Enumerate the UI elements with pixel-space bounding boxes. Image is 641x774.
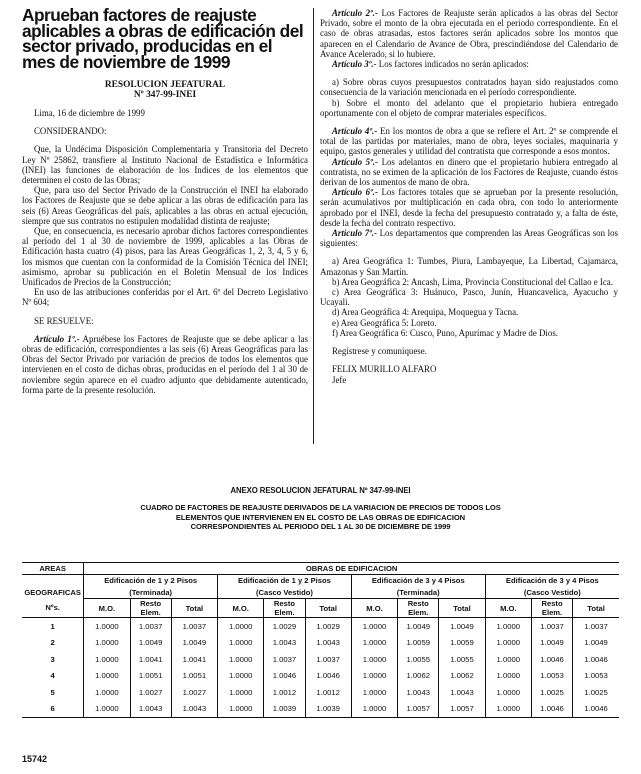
factor-cell: 1.0000 <box>84 651 130 668</box>
col-resto: Resto Elem. <box>398 599 439 618</box>
table-body <box>22 618 619 718</box>
group-4-title: Edificación de 3 y 4 Pisos <box>485 575 619 587</box>
factor-cell: 1.0000 <box>218 684 264 701</box>
group-4-sub: (Casco Vestido) <box>485 587 619 599</box>
article-3-item-b: b) Sobre el monto del adelanto que el propietario hubiera entregado oportunamente con el objeto de comprar materiales específicos. <box>320 97 618 118</box>
factor-cell: 1.0025 <box>573 684 619 701</box>
article-6 <box>320 187 618 228</box>
paragraph-4: En uso de las atribuciones conferidas por el Art. 6º del Decreto Legislativo Nº 604; <box>22 287 308 308</box>
factor-cell: 1.0000 <box>84 701 130 718</box>
area-item-6: f) Area Geográfica 6: Cusco, Puno, Apurímac y Madre de Dios. <box>332 327 559 338</box>
factor-cell: 1.0049 <box>130 635 171 652</box>
factor-cell: 1.0029 <box>305 618 351 635</box>
article-7 <box>320 228 618 248</box>
factor-cell: 1.0049 <box>439 618 485 635</box>
factor-cell: 1.0049 <box>531 635 572 652</box>
col-mo: M.O. <box>218 599 264 618</box>
factor-cell: 1.0037 <box>305 651 351 668</box>
factor-cell: 1.0049 <box>573 635 619 652</box>
factor-cell: 1.0000 <box>218 668 264 685</box>
article-3-label: Artículo 3º.- <box>332 59 377 70</box>
closing-formula: Regístrese y comuníquese. <box>332 346 427 357</box>
factor-cell: 1.0000 <box>485 668 531 685</box>
group-2-title: Edificación de 1 y 2 Pisos <box>218 575 352 587</box>
annex-subtitle-1: CUADRO DE FACTORES DE REAJUSTE DERIVADOS DE LA VARIACION DE PRECIOS DE TODOS LOS <box>140 503 501 512</box>
factor-cell: 1.0000 <box>218 618 264 635</box>
factor-cell: 1.0049 <box>171 635 217 652</box>
obras-header: OBRAS DE EDIFICACION <box>84 563 619 575</box>
factor-cell: 1.0039 <box>264 701 305 718</box>
area-item-4: d) Area Geográfica 4: Arequipa, Moquegua y Tacna. <box>332 307 519 318</box>
article-5 <box>320 157 618 188</box>
factor-cell: 1.0046 <box>573 651 619 668</box>
headline: Aprueban factores de reajuste aplicables a obras de edificación del sector privado, producidas en el mes de noviembre de 1999 <box>22 5 304 72</box>
factor-cell: 1.0043 <box>171 701 217 718</box>
area-number-cell: 5 <box>50 687 55 697</box>
column-divider <box>313 8 314 444</box>
factor-cell: 1.0046 <box>573 701 619 718</box>
article-1 <box>22 334 308 395</box>
article-3 <box>320 59 618 69</box>
factor-cell: 1.0041 <box>171 651 217 668</box>
table-row <box>22 651 619 668</box>
article-3-item-a: a) Sobre obras cuyos presupuestos contratados hayan sido reajustados como consecuencia de la variación mencionada en el período correspondiente. <box>320 77 618 98</box>
factor-cell: 1.0059 <box>439 635 485 652</box>
factor-cell: 1.0000 <box>485 701 531 718</box>
area-item-3: c) Area Geográfica 3: Huánuco, Pasco, Junín, Huancavelica, Ayacucho y Ucayali. <box>320 287 618 308</box>
factor-cell: 1.0043 <box>305 635 351 652</box>
table-row <box>22 618 619 635</box>
group-2-sub: (Casco Vestido) <box>218 587 352 599</box>
paragraph-3: Que, en consecuencia, es necesario aprobar dichos factores correspondientes al período del 1 al 30 de noviembre de 1999, aplicables a las Obras de Edificación hasta cuatro (4) pisos, para las Areas Geográficas 1, 2, 3, 4, 5 y 6, los mismos que cuentan con la conformidad de la Comisión Técnica del INEI; asimismo, aprobar su publicación en el Boletín Mensual de los Indices Unificados de Precios de la Construcción; <box>22 226 308 288</box>
factor-cell: 1.0046 <box>305 668 351 685</box>
annex-subtitle-3: CORRESPONDIENTES AL PERIODO DEL 1 AL 30 DE DICIEMBRE DE 1999 <box>190 522 451 531</box>
factor-cell: 1.0062 <box>439 668 485 685</box>
annex-subtitle-2: ELEMENTOS QUE INTERVIENEN EN EL COSTO DE LAS OBRAS DE EDIFICACION <box>175 512 466 522</box>
factor-cell: 1.0000 <box>485 651 531 668</box>
resolution-type: RESOLUCION JEFATURAL <box>104 80 226 90</box>
table-row <box>22 635 619 652</box>
factor-cell: 1.0057 <box>398 701 439 718</box>
factor-cell: 1.0046 <box>531 651 572 668</box>
col-resto: Resto Elem. <box>264 599 305 618</box>
article-2 <box>320 8 618 59</box>
right-column <box>320 8 618 385</box>
resolves-heading: SE RESUELVE: <box>34 315 94 326</box>
areas-header: AREAS <box>22 563 84 575</box>
factor-cell: 1.0037 <box>264 651 305 668</box>
article-1-label: Artículo 1º.- <box>34 333 80 344</box>
factor-cell: 1.0000 <box>84 618 130 635</box>
factor-cell: 1.0012 <box>305 684 351 701</box>
factor-cell: 1.0000 <box>218 701 264 718</box>
factor-cell: 1.0012 <box>264 684 305 701</box>
geo-header: GEOGRAFICAS <box>24 588 81 597</box>
area-number-cell: 3 <box>50 654 55 664</box>
col-mo: M.O. <box>351 599 397 618</box>
factor-cell: 1.0053 <box>573 668 619 685</box>
factor-cell: 1.0043 <box>439 684 485 701</box>
area-item-1: a) Area Geográfica 1: Tumbes, Piura, Lambayeque, La Libertad, Cajamarca, Amazonas y San Martín. <box>320 256 618 277</box>
col-total: Total <box>439 599 485 618</box>
article-4-text: En los montos de obra a que se refiere el Art. 2º se comprende el total de las partidas por materiales, mano de obra, leyes sociales, maquinaria y equipo, gastos generales y utilidad del contratista que corresponde a esos montos. <box>320 126 619 157</box>
factor-cell: 1.0037 <box>573 618 619 635</box>
group-1-sub: (Terminada) <box>84 587 218 599</box>
article-4-label: Artículo 4º.- <box>332 126 378 137</box>
factor-cell: 1.0000 <box>218 635 264 652</box>
article-4 <box>320 126 618 157</box>
factor-cell: 1.0037 <box>130 618 171 635</box>
factor-cell: 1.0039 <box>305 701 351 718</box>
paragraph-1: Que, la Undécima Disposición Complementaria y Transitoria del Decreto Ley Nº 25862, transfiere al Instituto Nacional de Estadística e Informática (INEI) las funciones de elaboración de los Indices de los elementos que determinen el costo de las Obras; <box>22 144 308 186</box>
factor-cell: 1.0041 <box>130 651 171 668</box>
factor-cell: 1.0000 <box>218 651 264 668</box>
article-6-text: Los factores totales que se aprueban por la presente resolución, serán acumulativos por multiplicación en cada obra, con todo lo anteriormente aprobado por el INEI, desde la fecha del presupuesto contratado y, a falta de éste, desde la fecha del contrato respectivo. <box>320 187 618 228</box>
article-5-text: Los adelantos en dinero que el propietario hubiera entregado al contratista, no se eximen de la aplicación de los Factores de Reajuste, cuando éstos derivan de los aumentos de mano de obra. <box>320 156 619 188</box>
paragraph-2: Que, para uso del Sector Privado de la Construcción el INEI ha elaborado los Factores de Reajuste que se debe aplicar a las obras de edificación para las seis (6) Areas Geográficas del país, aplicables a las obras en actual ejecución, siempre que sus contratos no estipulen modalidad distinta de reajuste; <box>22 185 308 226</box>
considering-heading: CONSIDERANDO: <box>34 126 107 137</box>
article-2-text: Los Factores de Reajuste serán aplicados a las obras del Sector Privado, sobre el monto de la obra ejecutada en el período correspondiente. En el caso de obras atrasadas, estos factores serán aplicados sobre los montos que aparecen en el Calendario de Avance de Obra, prescindiéndose del Calendario de Avance Acelerado, si lo hubiere. <box>320 8 619 59</box>
article-1-text: Apruébese los Factores de Reajuste que se debe aplicar a las obras de edificación, correspondientes a las seis (6) Areas Geográficas para las Obras del Sector Privado por variación de precios de todos los elementos que intervienen en el costo de dichas obras, producidas en el período del 1 al 30 de noviembre según aparece en el cuadro adjunto que debidamente autenticado, forma parte de la presente resolución. <box>22 333 308 395</box>
table-row <box>22 684 619 701</box>
factor-cell: 1.0000 <box>485 684 531 701</box>
article-5-label: Artículo 5º.- <box>332 156 378 167</box>
factor-cell: 1.0000 <box>485 618 531 635</box>
factor-cell: 1.0000 <box>351 684 397 701</box>
col-mo: M.O. <box>485 599 531 618</box>
area-item-5: e) Area Geográfica 5: Loreto. <box>332 317 437 328</box>
col-total: Total <box>573 599 619 618</box>
factor-cell: 1.0000 <box>351 668 397 685</box>
article-7-text: Los departamentos que comprenden las Areas Geográficas son los siguientes: <box>320 228 619 249</box>
factor-cell: 1.0000 <box>351 635 397 652</box>
group-3-title: Edificación de 3 y 4 Pisos <box>351 575 485 587</box>
group-1-title: Edificación de 1 y 2 Pisos <box>84 575 218 587</box>
page-number: 15742 <box>22 754 48 764</box>
annex-header <box>0 486 641 532</box>
area-item-2: b) Area Geográfica 2: Ancash, Lima, Provincia Constitucional del Callao e Ica. <box>332 276 613 287</box>
col-total: Total <box>305 599 351 618</box>
signer-name: FELIX MURILLO ALFARO <box>332 364 437 375</box>
factor-cell: 1.0053 <box>531 668 572 685</box>
factor-cell: 1.0055 <box>398 651 439 668</box>
factor-cell: 1.0059 <box>398 635 439 652</box>
factor-cell: 1.0043 <box>264 635 305 652</box>
group-3-sub: (Terminada) <box>351 587 485 599</box>
factor-cell: 1.0037 <box>531 618 572 635</box>
area-number-cell: 1 <box>50 621 55 631</box>
annex-title: ANEXO RESOLUCION JEFATURAL Nº 347-99-INEI <box>230 486 411 495</box>
area-number-cell: 4 <box>50 671 55 681</box>
factor-cell: 1.0043 <box>398 684 439 701</box>
factor-cell: 1.0000 <box>351 701 397 718</box>
article-2-label: Artículo 2º.- <box>332 8 378 18</box>
resolution-date: Lima, 16 de diciembre de 1999 <box>34 108 145 118</box>
col-resto: Resto Elem. <box>130 599 171 618</box>
factor-cell: 1.0049 <box>398 618 439 635</box>
factor-cell: 1.0051 <box>171 668 217 685</box>
col-total: Total <box>171 599 217 618</box>
table-row <box>22 701 619 718</box>
factor-cell: 1.0000 <box>485 635 531 652</box>
factor-cell: 1.0055 <box>439 651 485 668</box>
area-number-cell: 2 <box>50 638 55 648</box>
article-7-label: Artículo 7º.- <box>332 228 377 239</box>
factor-cell: 1.0043 <box>130 701 171 718</box>
resolution-number: Nº 347-99-INEI <box>133 90 197 100</box>
article-3-text: Los factores indicados no serán aplicados: <box>378 59 529 70</box>
factor-cell: 1.0051 <box>130 668 171 685</box>
factor-cell: 1.0029 <box>264 618 305 635</box>
factor-cell: 1.0027 <box>171 684 217 701</box>
nros-header: Nºs. <box>22 599 84 618</box>
factor-cell: 1.0046 <box>531 701 572 718</box>
factor-cell: 1.0057 <box>439 701 485 718</box>
factor-cell: 1.0000 <box>351 618 397 635</box>
factor-cell: 1.0062 <box>398 668 439 685</box>
factor-cell: 1.0000 <box>84 684 130 701</box>
factor-cell: 1.0000 <box>84 668 130 685</box>
table-row <box>22 668 619 685</box>
signer-title: Jefe <box>332 374 347 385</box>
factors-table <box>22 562 619 718</box>
area-number-cell: 6 <box>22 701 84 718</box>
factor-cell: 1.0027 <box>130 684 171 701</box>
col-resto: Resto Elem. <box>531 599 572 618</box>
factor-cell: 1.0000 <box>351 651 397 668</box>
article-6-label: Artículo 6º.- <box>332 187 378 198</box>
col-mo: M.O. <box>84 599 130 618</box>
left-column <box>22 5 308 395</box>
factor-cell: 1.0037 <box>171 618 217 635</box>
factor-cell: 1.0025 <box>531 684 572 701</box>
factor-cell: 1.0000 <box>84 635 130 652</box>
factor-cell: 1.0046 <box>264 668 305 685</box>
